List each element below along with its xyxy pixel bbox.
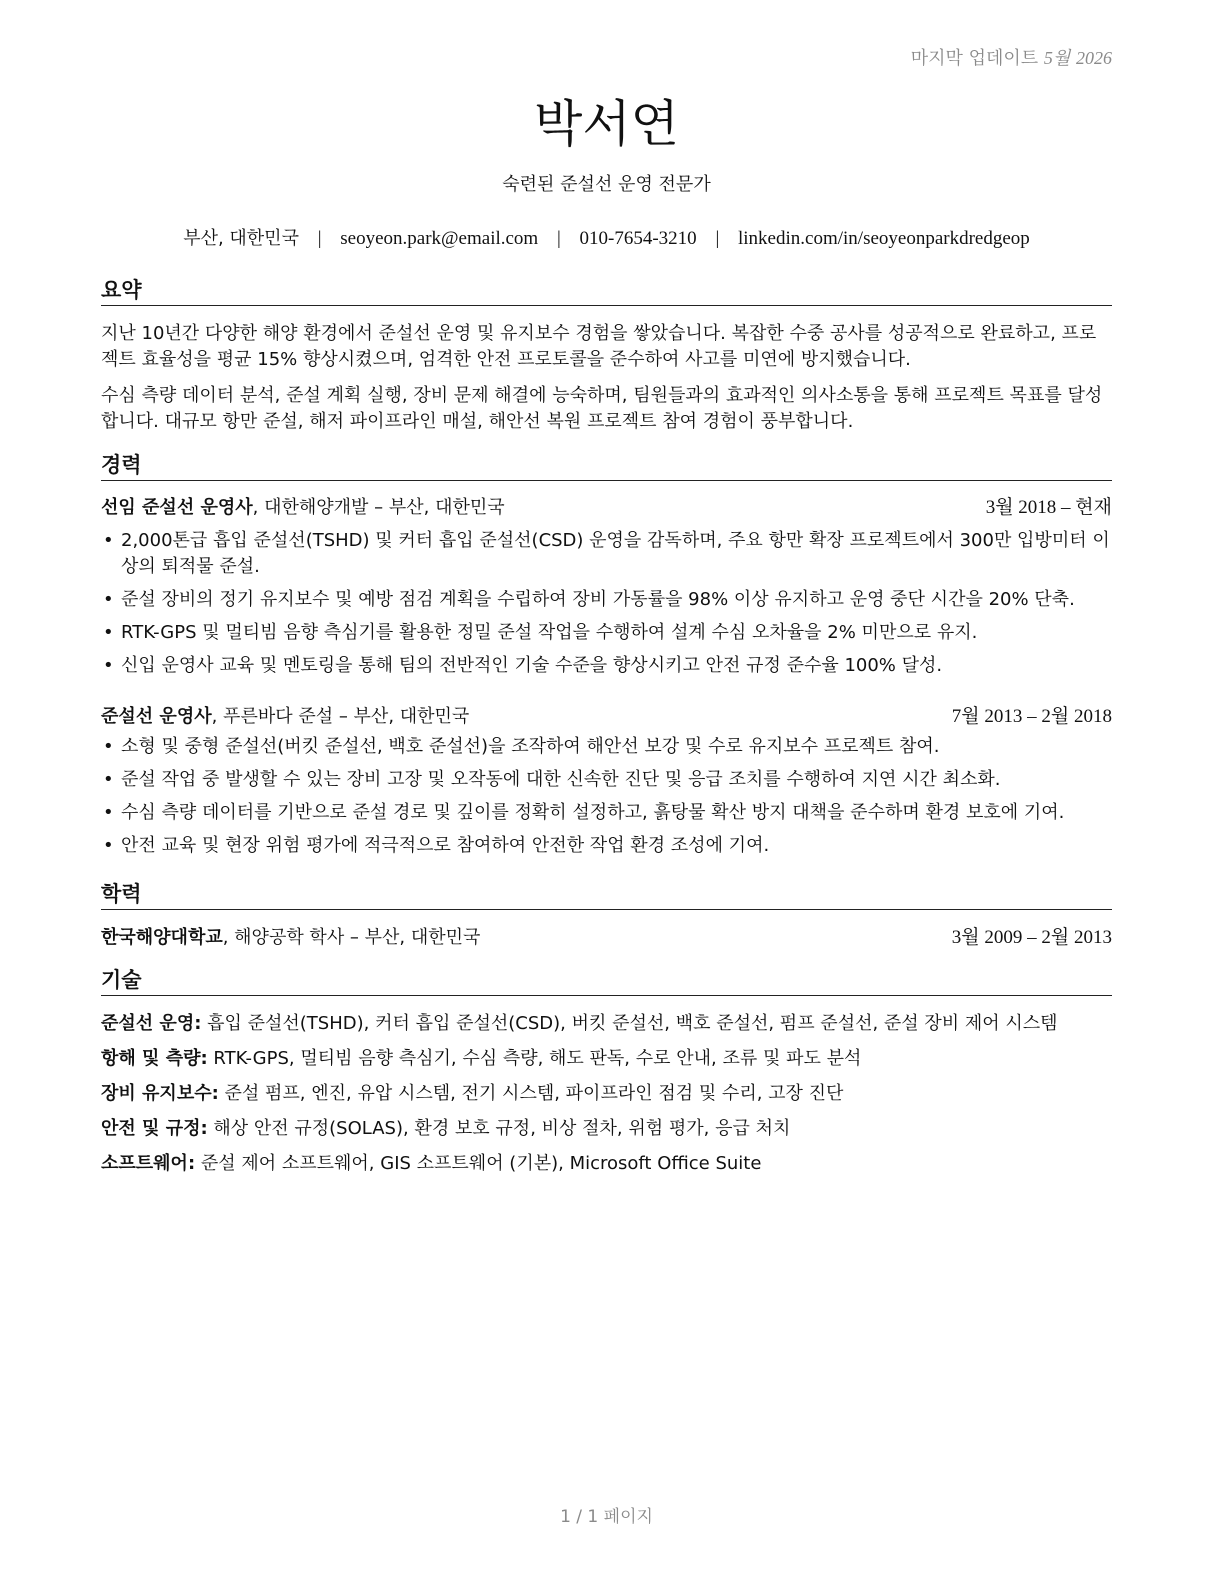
job-bullet-text: 수심 측량 데이터를 기반으로 준설 경로 및 깊이를 정확히 설정하고, 흙탕물 확산 방지 대책을 준수하며 환경 보호에 기여.	[121, 802, 1065, 823]
skill-value: 준설 제어 소프트웨어, GIS 소프트웨어 (기본), Microsoft Office Suite	[195, 1153, 762, 1174]
contact-separator: |	[317, 228, 322, 249]
job-title: 준설선 운영사	[101, 706, 212, 727]
skill-row	[101, 1011, 1112, 1037]
candidate-headline: 숙련된 준설선 운영 전문가	[502, 174, 711, 195]
job-bullet-text: RTK-GPS 및 멀티빔 음향 측심기를 활용한 정밀 준설 작업을 수행하여 설계 수심 오차율을 2% 미만으로 유지.	[121, 622, 978, 643]
bullet-dot-icon: •	[103, 655, 114, 676]
bullet-dot-icon: •	[103, 802, 114, 823]
job-bullet	[101, 734, 1112, 760]
education-school: 한국해양대학교	[101, 927, 223, 948]
job-title: 선임 준설선 운영사	[101, 497, 253, 518]
education-entry	[101, 925, 1112, 951]
job-bullet	[101, 587, 1112, 613]
skill-row	[101, 1151, 1112, 1177]
job-bullet-text: 안전 교육 및 현장 위험 평가에 적극적으로 참여하여 안전한 작업 환경 조성에 기여.	[121, 835, 770, 856]
contact-separator: |	[556, 228, 561, 249]
bullet-dot-icon: •	[103, 835, 114, 856]
job-org: , 푸른바다 준설 – 부산, 대한민국	[211, 706, 470, 727]
skill-row	[101, 1116, 1112, 1142]
job-bullet-list	[101, 528, 1112, 686]
job-bullet-text: 준설 작업 중 발생할 수 있는 장비 고장 및 오작동에 대한 신속한 진단 및 응급 조치를 수행하여 지연 시간 최소화.	[121, 769, 1001, 790]
section-title-summary: 요약	[101, 277, 1112, 306]
job-bullet	[101, 767, 1112, 793]
job-header	[101, 704, 1112, 730]
bullet-dot-icon: •	[103, 622, 114, 643]
summary-paragraph: 수심 측량 데이터 분석, 준설 계획 실행, 장비 문제 해결에 능숙하며, 팀원들과의 효과적인 의사소통을 통해 프로젝트 목표를 달성합니다. 대규모 항만 준설, 해저 파이프라인 매설, 해안선 복원 프로젝트 참여 경험이 풍부합니다.	[101, 385, 1103, 432]
last-updated-month: 5월	[1043, 48, 1071, 68]
skill-label: 항해 및 측량:	[101, 1048, 208, 1069]
skill-label: 준설선 운영:	[101, 1013, 202, 1034]
contact-separator: |	[715, 228, 720, 249]
skill-label: 장비 유지보수:	[101, 1083, 219, 1104]
skill-value: 해상 안전 규정(SOLAS), 환경 보호 규정, 비상 절차, 위험 평가, 응급 처치	[207, 1118, 791, 1139]
candidate-name: 박서연	[534, 95, 679, 153]
job-bullet-text: 소형 및 중형 준설선(버킷 준설선, 백호 준설선)을 조작하여 해안선 보강 및 수로 유지보수 프로젝트 참여.	[121, 736, 940, 757]
skill-value: 흡입 준설선(TSHD), 커터 흡입 준설선(CSD), 버킷 준설선, 백호 준설선, 펌프 준설선, 준설 장비 제어 시스템	[201, 1013, 1058, 1034]
skill-row	[101, 1081, 1112, 1107]
education-detail: , 해양공학 학사 – 부산, 대한민국	[222, 927, 481, 948]
bullet-dot-icon: •	[103, 530, 114, 551]
skill-label: 안전 및 규정:	[101, 1118, 208, 1139]
bullet-dot-icon: •	[103, 589, 114, 610]
contact-location: 부산, 대한민국	[183, 228, 299, 249]
job-bullet	[101, 653, 1112, 679]
education-dates: 3월 2009 – 2월 2013	[951, 927, 1112, 948]
resume-page	[101, 0, 1112, 1584]
bullet-dot-icon: •	[103, 736, 114, 757]
job-dates: 7월 2013 – 2월 2018	[951, 706, 1112, 727]
section-title-experience: 경력	[101, 452, 1112, 481]
skill-label: 소프트웨어:	[101, 1153, 196, 1174]
job-bullet	[101, 620, 1112, 646]
page-number: 1 / 1 페이지	[560, 1507, 653, 1527]
job-header	[101, 495, 1112, 521]
contact-phone: 010-7654-3210	[579, 228, 697, 249]
skill-row	[101, 1046, 1112, 1072]
job-bullet-text: 준설 장비의 정기 유지보수 및 예방 점검 계획을 수립하여 장비 가동률을 98% 이상 유지하고 운영 중단 시간을 20% 단축.	[121, 589, 1075, 610]
last-updated-year: 2026	[1076, 48, 1112, 68]
contact-line	[101, 224, 1112, 250]
last-updated	[911, 44, 1112, 70]
job-bullet	[101, 833, 1112, 859]
job-bullet	[101, 800, 1112, 826]
skill-value: 준설 펌프, 엔진, 유압 시스템, 전기 시스템, 파이프라인 점검 및 수리, 고장 진단	[218, 1083, 844, 1104]
bullet-dot-icon: •	[103, 769, 114, 790]
job-bullet-list	[101, 734, 1112, 866]
contact-linkedin-link[interactable]: linkedin.com/in/seoyeonparkdredgeop	[738, 228, 1030, 249]
job-bullet-text: 2,000톤급 흡입 준설선(TSHD) 및 커터 흡입 준설선(CSD) 운영을 감독하며, 주요 항만 확장 프로젝트에서 300만 입방미터 이상의 퇴적물 준설.	[121, 530, 1110, 577]
job-bullet	[101, 528, 1112, 580]
summary-paragraph: 지난 10년간 다양한 해양 환경에서 준설선 운영 및 유지보수 경험을 쌓았습니다. 복잡한 수중 공사를 성공적으로 완료하고, 프로젝트 효율성을 평균 15% 향상시켰으며, 엄격한 안전 프로토콜을 준수하여 사고를 미연에 방지했습니다.	[101, 323, 1097, 370]
section-title-skills: 기술	[101, 967, 1112, 996]
job-org: , 대한해양개발 – 부산, 대한민국	[252, 497, 505, 518]
contact-email-link[interactable]: seoyeon.park@email.com	[340, 228, 539, 249]
skill-value: RTK-GPS, 멀티빔 음향 측심기, 수심 측량, 해도 판독, 수로 안내, 조류 및 파도 분석	[207, 1048, 862, 1069]
last-updated-prefix: 마지막 업데이트	[910, 48, 1039, 69]
job-dates: 3월 2018 – 현재	[985, 497, 1112, 518]
job-bullet-text: 신입 운영사 교육 및 멘토링을 통해 팀의 전반적인 기술 수준을 향상시키고 안전 규정 준수율 100% 달성.	[121, 655, 943, 676]
section-title-education: 학력	[101, 881, 1112, 910]
